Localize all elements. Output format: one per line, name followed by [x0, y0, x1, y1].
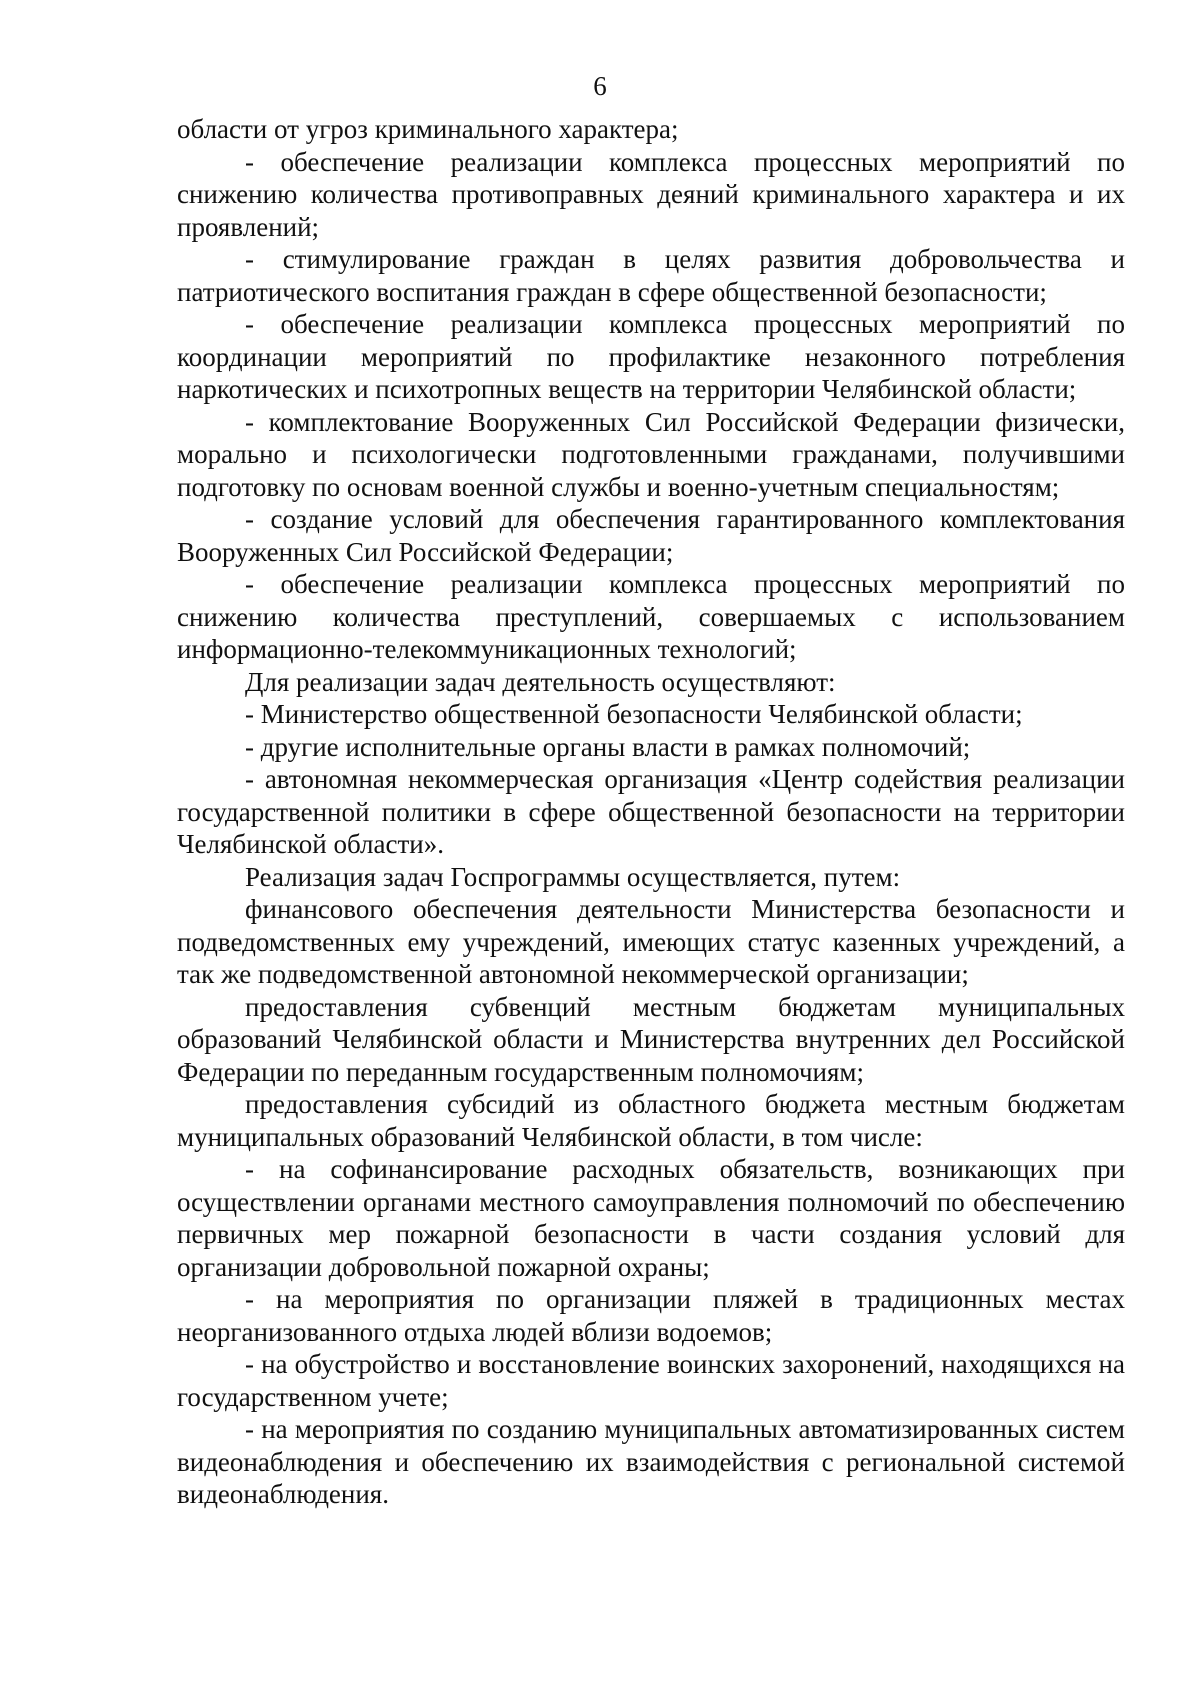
paragraph: - обеспечение реализации комплекса процессных мероприятий по снижению количества противоправных деяний криминального характера и их проявлений;: [177, 146, 1125, 242]
document-body: [177, 113, 1125, 1511]
paragraph: - обеспечение реализации комплекса процессных мероприятий по координации мероприятий по профилактике незаконного потребления наркотических и психотропных веществ на территории Челябинской области;: [177, 309, 1125, 404]
paragraph: - другие исполнительные органы власти в рамках полномочий;: [245, 731, 971, 762]
paragraph: - на мероприятия по организации пляжей в традиционных местах неорганизованного отдыха людей вблизи водоемов;: [177, 1284, 1125, 1347]
paragraph: - на софинансирование расходных обязательств, возникающих при осуществлении органами местного самоуправления полномочий по обеспечению первичных мер пожарной безопасности в части создания условий для организации добровольной пожарной охраны;: [177, 1154, 1125, 1282]
paragraph: - автономная некоммерческая организация «Центр содействия реализации государственной политики в сфере общественной безопасности на территории Челябинской области».: [177, 764, 1125, 859]
paragraph: области от угроз криминального характера;: [177, 114, 679, 144]
paragraph: Для реализации задач деятельность осуществляют:: [245, 666, 836, 697]
paragraph: - создание условий для обеспечения гарантированного комплектования Вооруженных Сил Российской Федерации;: [177, 504, 1125, 567]
paragraph: - комплектование Вооруженных Сил Российской Федерации физически, морально и психологически подготовленными гражданами, получившими подготовку по основам военной службы и военно-учетным специальностям;: [177, 406, 1125, 502]
paragraph: предоставления субсидий из областного бюджета местным бюджетам муниципальных образований Челябинской области, в том числе:: [177, 1089, 1125, 1152]
paragraph: - на обустройство и восстановление воинских захоронений, находящихся на государственном учете;: [177, 1349, 1125, 1412]
paragraph: - обеспечение реализации комплекса процессных мероприятий по снижению количества преступлений, совершаемых с использованием информационно-телекоммуникационных технологий;: [177, 569, 1125, 664]
paragraph: Реализация задач Госпрограммы осуществляется, путем:: [245, 861, 901, 892]
page-number: 6: [593, 71, 607, 101]
paragraph: финансового обеспечения деятельности Министерства безопасности и подведомственных ему учреждений, имеющих статус казенных учреждений, а так же подведомственной автономной некоммерческой организации;: [177, 894, 1125, 989]
paragraph: предоставления субвенций местным бюджетам муниципальных образований Челябинской области и Министерства внутренних дел Российской Федерации по переданным государственным полномочиям;: [177, 991, 1125, 1087]
paragraph: - стимулирование граждан в целях развития добровольчества и патриотического воспитания граждан в сфере общественной безопасности;: [177, 244, 1125, 307]
paragraph: - Министерство общественной безопасности Челябинской области;: [245, 699, 1023, 729]
paragraph: - на мероприятия по созданию муниципальных автоматизированных систем видеонаблюдения и обеспечению их взаимодействия с региональной системой видеонаблюдения.: [177, 1414, 1125, 1509]
